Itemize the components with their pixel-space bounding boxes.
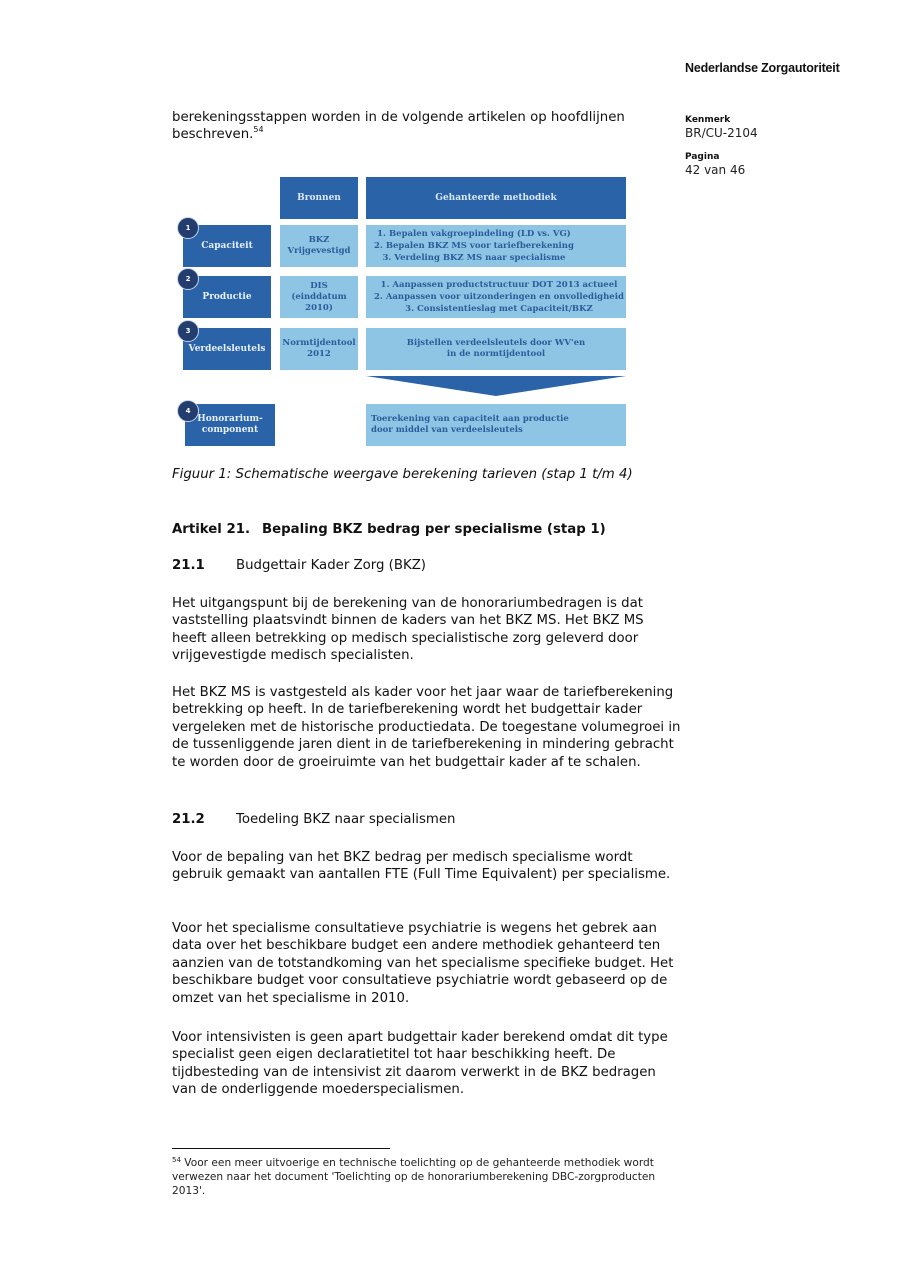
- figure-caption: Figuur 1: Schematische weergave berekening tarieven (stap 1 t/m 4): [172, 467, 633, 482]
- step-2-method-item: 2. Aanpassen voor uitzonderingen en onvolledigheid: [374, 292, 624, 302]
- footnote: [172, 1156, 672, 1198]
- footnote-number: 54: [172, 1156, 181, 1164]
- step-2-method: [366, 276, 626, 318]
- step-3-number-badge: 3: [177, 320, 199, 342]
- section-number: 21.1: [172, 558, 205, 573]
- pagina-value: 42 van 46: [685, 163, 746, 177]
- section-21-1-heading: [172, 558, 426, 573]
- step-3-method: Bijstellen verdeelsleutels door WV'en in de normtijdentool: [366, 328, 626, 370]
- organization-name: Nederlandse Zorgautoriteit: [685, 61, 840, 75]
- step-4-number-badge: 4: [177, 400, 199, 422]
- step-2-number-badge: 2: [177, 268, 199, 290]
- step-1-method-item: 2. Bepalen BKZ MS voor tariefberekening: [374, 241, 574, 251]
- pagina-block: [685, 152, 745, 177]
- step-3-verdeelsleutels: Verdeelsleutels: [183, 328, 271, 370]
- intro-paragraph: [172, 109, 682, 144]
- step-1-method: [366, 225, 626, 267]
- step-2-method-item: 3. Consistentieslag met Capaciteit/BKZ: [405, 304, 593, 314]
- step-4-method: Toerekening van capaciteit aan productie door middel van verdeelsleutels: [366, 404, 626, 446]
- step-2-method-item: 1. Aanpassen productstructuur DOT 2013 actueel: [380, 280, 618, 290]
- pagina-label: Pagina: [685, 152, 720, 162]
- footnote-ref[interactable]: 54: [253, 125, 264, 135]
- article-heading: [172, 522, 606, 537]
- paragraph: Voor het specialisme consultatieve psychiatrie is wegens het gebrek aan data over het beschikbare budget een andere methodiek gehanteerd ten aanzien van de totstandkoming van het specialisme specifieke budget. Het beschikbare budget voor consultatieve psychiatrie wordt gebaseerd op de omzet van het specialisme in 2010.: [172, 921, 674, 1006]
- step-1-capaciteit: Capaciteit: [183, 225, 271, 267]
- section-title: Toedeling BKZ naar specialismen: [236, 812, 456, 827]
- article-title: Bepaling BKZ bedrag per specialisme (stap 1): [262, 522, 606, 537]
- paragraph: Voor intensivisten is geen apart budgettair kader berekend omdat dit type specialist geen eigen declaratietitel tot haar beschikking heeft. De tijdbesteding van de intensivist zit daarom verwerkt in de BKZ bedragen van de onderliggende moederspecialismen.: [172, 1030, 668, 1098]
- paragraph: Het BKZ MS is vastgesteld als kader voor het jaar waar de tariefberekening betrekking op heeft. In de tariefberekening wordt het budgettair kader vergeleken met de historische productiedata. De toegestane volumegroei in de tussenliggende jaren dient in de tariefberekening in mindering gebracht te worden door de groeiruimte van het budgettair kader af te schalen.: [172, 685, 681, 770]
- footnote-text: Voor een meer uitvoerige en technische toelichting op de gehanteerde methodiek wordt verwezen naar het document 'Toelichting op de honorariumberekening DBC-zorgproducten 2013'.: [172, 1157, 656, 1197]
- section-21-2-heading: [172, 812, 455, 827]
- down-arrow-icon: [366, 376, 626, 396]
- intro-text: berekeningsstappen worden in de volgende artikelen op hoofdlijnen beschreven.: [172, 110, 625, 143]
- calculation-scheme-figure: [170, 172, 640, 452]
- kenmerk-block: [685, 115, 758, 140]
- section-number: 21.2: [172, 812, 205, 827]
- header-sources: Bronnen: [280, 177, 358, 219]
- step-1-method-item: 3. Verdeling BKZ MS naar specialisme: [382, 253, 566, 263]
- step-1-method-item: 1. Bepalen vakgroepindeling (LD vs. VG): [377, 229, 571, 239]
- section-title: Budgettair Kader Zorg (BKZ): [236, 558, 426, 573]
- kenmerk-label: Kenmerk: [685, 115, 731, 125]
- header-method: Gehanteerde methodiek: [366, 177, 626, 219]
- article-number: Artikel 21.: [172, 522, 251, 537]
- paragraph: Voor de bepaling van het BKZ bedrag per medisch specialisme wordt gebruik gemaakt van aantallen FTE (Full Time Equivalent) per specialisme.: [172, 850, 671, 883]
- step-4-honorarium-component: Honorarium-component: [185, 404, 275, 446]
- kenmerk-value: BR/CU-2104: [685, 126, 758, 140]
- footnote-divider: [172, 1148, 390, 1149]
- step-1-number-badge: 1: [177, 217, 199, 239]
- paragraph: Het uitgangspunt bij de berekening van de honorariumbedragen is dat vaststelling plaatsvindt binnen de kaders van het BKZ MS. Het BKZ MS heeft alleen betrekking op medisch specialistische zorg geleverd door vrijgevestigde medisch specialisten.: [172, 596, 644, 664]
- step-3-source: Normtijdentool 2012: [280, 328, 358, 370]
- step-1-source: BKZ Vrijgevestigd: [280, 225, 358, 267]
- step-2-productie: Productie: [183, 276, 271, 318]
- step-2-source: DIS (einddatum 2010): [280, 276, 358, 318]
